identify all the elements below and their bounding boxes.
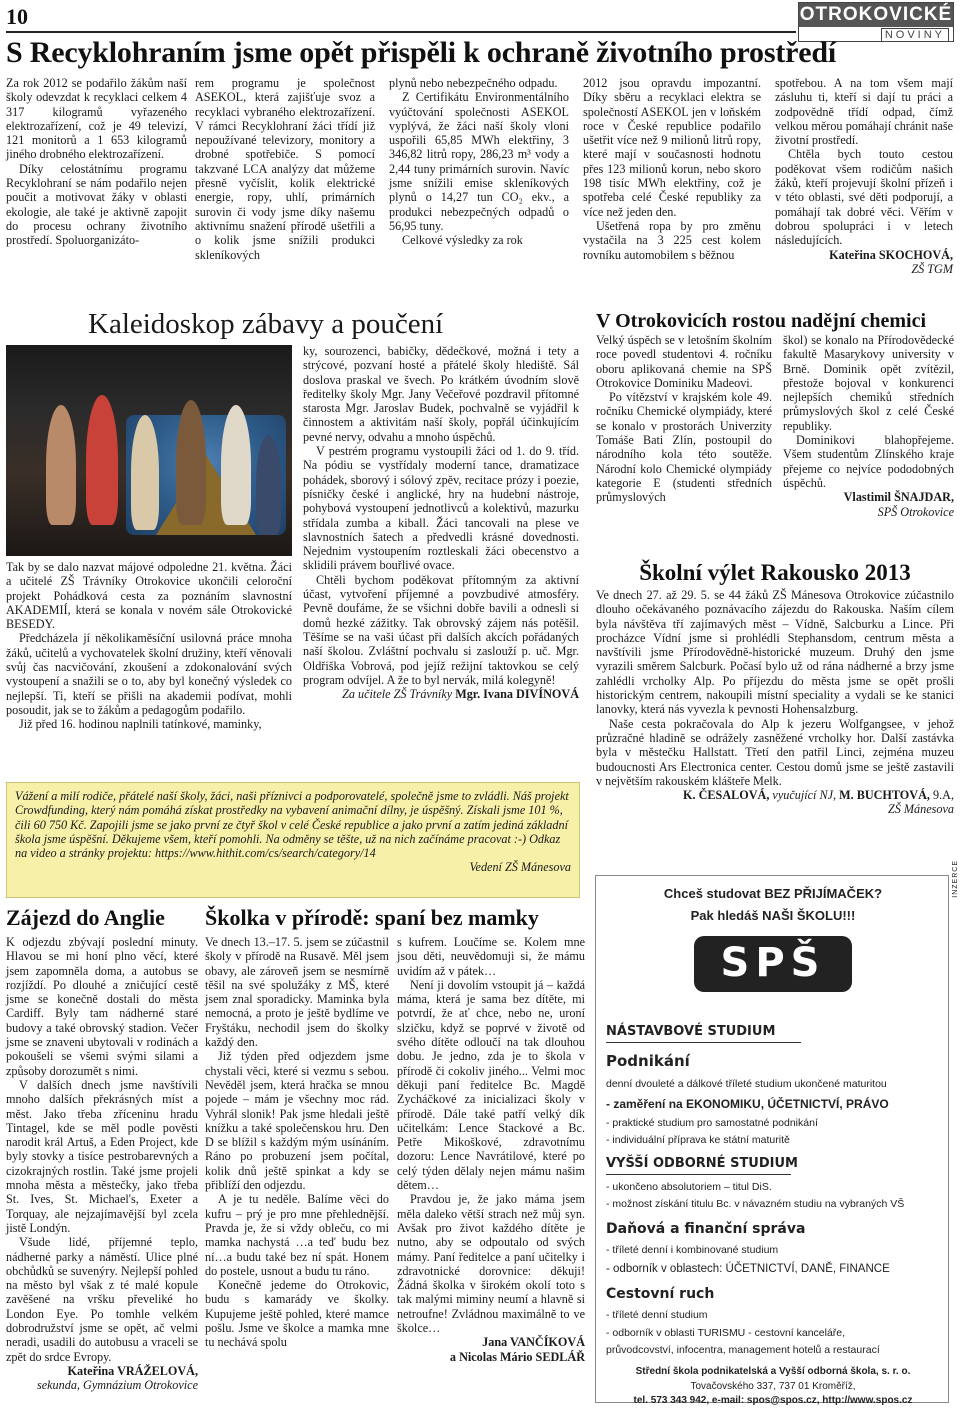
paragraph: Ve dnech 13.–17. 5. jsem se zúčastnil školy v přírodě na Rusavě. Měl jsem obavy, ale zároveň jsem se nesmírně těšil na své spolužáky z MŠ, které jsem znal sporadicky. Maminka byla nemocná, a proto je ještě bydlíme ve Fryštáku, nechodil jsem do školky každý den.: [205, 935, 389, 1050]
paragraph: Chtěla bych touto cestou poděkovat všem rodičům našich žáků, kteří projevují školní přízeň i v této oblasti, své děti podporují, a pomáhají tak dobré věci. Věřím v dobrou spolupráci i v letech následujících.: [775, 147, 953, 248]
paragraph: spotřebou. A na tom všem mají zásluhu ti, kteří si dají tu práci a zodpovědně třídí odpad, čímž velkou měrou pomáhají chránit naše životní prostředí.: [775, 76, 953, 148]
school-performance-photo: [6, 345, 292, 556]
notice-text: Vážení a milí rodiče, přátelé naší školy, žáci, naši příznivci a podporovatelé, společně jsme to zvládli. Náš projekt Crowdfunding, který nám pomáhá získat prostředky na vybavení animační dílny, je úspěšný. Získali jsme 101 %, čili 60 750 Kč. Zapojili jsme se jako první ze čtyř škol v celé České republice a jako první a zatím jediná základní škola jsme úspěšní. Děkujeme všem, kteří pomohli. Na odměny se těšte, už na nich začínáme pracovat :-) Odkaz na video a stránky projektu: https://www.hithit.com/cs/search/category/14: [15, 789, 569, 861]
paragraph: V dalších dnech jsme navštívili mnoho dalších překrásných míst a měst. Jako třeba zříceninu hradu Tintagel, kde se měl podle pověsti narodit král Artuš, a Eden Project, kde byly stovky a tisíce pestrobarevných a cizokrajných rostlin. Také jsme projeli mnoha města a městečky, jako třeba St. Ives, St. Michael's, Exeter a Torquay, ale nejzajímavější byl zcela jistě Londýn.: [6, 1077, 198, 1235]
author-affiliation: ZŠ Mánesova: [887, 802, 954, 817]
divider: [606, 1042, 801, 1043]
paragraph: Již týden před odjezdem jsme chystali věci, které si vezmu s sebou. Nevěděl jsem, která hračka se mnou pojede – mám je všechny moc rád. Vyhrál slonik! Pak jsme hledali ještě knížku a také společenskou hru. Den D se blížil s každým mým usínáním. Ráno po probuzení jsem počítal, kolik dnů ještě spinkat a kdy se přiblíží den odjezdu.: [205, 1049, 389, 1193]
page-number: 10: [6, 4, 28, 29]
paragraph: plynů nebo nebezpečného odpadu.: [389, 76, 558, 90]
paragraph: Chtěli bychom poděkovat přítomným za aktivní účast, vytvoření příjemné a povzbudivé atmosféry. Pevně doufáme, že se všichni dobře bavili a odnesli si domů hezké zážitky. Tak obrovský zájem nás potěšil. Těšíme se na vaši účast při dalších akcích pořádaných naší školou. Zvláštní pochvalu si zaslouží p. uč. Mgr. Oldřiška Vobrová, pod jejíž režijní taktovkou se celý program odvíjel. A že to byl nervák, milá kolegyně!: [303, 572, 579, 687]
skolka-col-1: [205, 935, 389, 1350]
paragraph: A je tu neděle. Balíme věci do kufru – prý je pro mne přehlednější. Pravda je, že si vždy obleču, co mi mamka nachystá …a teď budu bez ní…a budu také bez ní spát. Honem do postele, usnout a budu tu ráno.: [205, 1192, 389, 1278]
program-item: - odborník v oblasti TURISMU - cestovní kanceláře,: [606, 1327, 846, 1339]
paragraph: Ušetřená ropa by pro změnu vystačila na 3 225 cest kolem rovníku automobilem s běžnou: [583, 218, 761, 262]
paragraph: Ve dnech 27. až 29. 5. se 44 žáků ZŠ Mánesova Otrokovice zúčastnilo dlouho očekávaného poznávacího zájezdu do Rakouska. Naším cílem byla návštěva tří zajímavých měst – Vídně, Salcburku a Lince. Při procházce Vídní jsme si prohlédli Stephansdom, centrum města a navštívili jsme Přírodovědně-historické muzeum. Druhý den jsme vyrazili směrem Salcburk. Počasí bylo už od rána nádherné a brzy jsme zahlédli vrcholky Alp. Po příjezdu do města jsme se opět prošli historickým centrem, nakoupili místní speciality a vydali se ke stanici lanovky, která nás vyvezla k pevnosti Hohensalzburg.: [596, 588, 954, 717]
logo-text: SPŠ: [720, 940, 826, 986]
chemici-col-2: [783, 333, 954, 519]
paragraph: Není ji dovolím vstoupit já – každá máma, která je sama bez dítěte, mi potvrdí, že ať chce, nebo ne, uroní slzičku, když se poprvé v životě od svého dítěte odloučí na tak dlouhou dobu. Je jedno, zda je to škola v přírodě či cokoliv jiného... Velmi moc děkuji paní ředitelce Bc. Magdě Zycháčkové za inicializaci školy v přírodě. Dále také patří velký dík učitelkám: Lence Stackové a Bc. Petře Mikoškové, zdravotnímu dozoru: Lence Navrátilové, které po celý týden dělaly nejen mámu našim dětem…: [397, 977, 585, 1193]
notice-signature: Vedení ZŠ Mánesova: [469, 860, 571, 875]
school-contact: tel. 573 343 942, e-mail: spos@spos.cz, http://www.spos.cz: [633, 1395, 913, 1406]
section-heading: VYŠŠÍ ODBORNÉ STUDIUM: [606, 1156, 798, 1171]
recyklohrani-col-5: [775, 76, 953, 276]
paragraph: Pravdou je, že jako máma jsem měla daleko větší strach než můj syn. Avšak pro život každého dítěte je nutno, aby se odpoutalo od svých mámy. Paní ředitelce a paní učitelky i zdravotnické dorovnice: děkuji! Žádná školka v širokém okolí toto s tak malými miminy neumí a hlavně si netroufne! Zvládnou maximálně to ve školce…: [397, 1192, 585, 1336]
author-name: a Nicolas Mário SEDLÁŘ: [449, 1349, 585, 1364]
program-item: - možnost získání titulu Bc. v návazném studiu na vybraných VŠ: [606, 1198, 905, 1210]
divider: [606, 1174, 791, 1175]
recyklohrani-col-1: [6, 76, 187, 248]
author-name: Kateřina VRÁŽELOVÁ,: [67, 1363, 198, 1378]
program-item: - praktické studium pro samostatné podnikání: [606, 1117, 818, 1129]
author-role: vyučující NJ,: [772, 788, 837, 803]
paragraph: Již před 16. hodinou naplnili tatínkové, maminky,: [19, 717, 262, 732]
paragraph: Po vítězství v krajském kole 49. ročníku Chemické olympiády, které se konalo v prostorách Univerzity Tomáše Bati Zlín, postoupil do národního kola této soutěže. Národní kolo Chemické olympiády kategorie E (studenti středních průmyslových: [596, 390, 772, 505]
spos-logo: [694, 936, 852, 992]
author-label: Za učitele ZŠ Trávníky: [342, 687, 453, 702]
paragraph: Celkové výsledky za rok: [402, 233, 523, 248]
paragraph: Díky celostátnímu programu Recyklohraní se nám podařilo nejen poučit a motivovat žáky v oblasti ekologie, ale také je aktivně zapojit do procesu ochrany životního prostředí. Spoluorganizáto-: [6, 161, 187, 248]
paragraph: Velký úspěch se v letošním školním roce povedl studentovi 4. ročníku oboru aplikovaná chemie na SPŠ Otrokovice Dominiku Madeovi.: [596, 333, 772, 390]
recyklohrani-col-3: [389, 76, 569, 248]
program-item: - zaměření na EKONOMIKU, ÚČETNICTVÍ, PRÁVO: [606, 1097, 889, 1111]
anglie-text: [6, 935, 198, 1393]
ad-headline: Chceš studovat BEZ PŘIJÍMAČEK?: [663, 886, 883, 901]
author-affiliation: sekunda, Gymnázium Otrokovice: [37, 1378, 198, 1393]
advertisement-label: INZERCE: [952, 860, 959, 898]
author-name: Mgr. Ivana DIVÍNOVÁ: [455, 687, 579, 702]
author-name: Jana VANČÍKOVÁ: [482, 1335, 585, 1350]
kaleidoskop-right-col: [303, 344, 579, 701]
article-skolka-title: Školka v přírodě: spaní bez mamky: [205, 905, 539, 930]
article-kaleidoskop-title: Kaleidoskop zábavy a poučení: [88, 308, 444, 340]
program-item: denní dvouleté a dálkové tříleté studium ukončené maturitou: [606, 1078, 887, 1090]
program-item: - ukončeno absolutoriem – titul DiS.: [606, 1181, 772, 1193]
recyklohrani-col-2: [195, 76, 375, 262]
paragraph: s kufrem. Loučíme se. Kolem mne jsou děti, neuvědomuji si, že mámu uvidím až v pátek…: [397, 935, 585, 978]
ad-subheadline: Pak hledáš NAŠI ŠKOLU!!!: [690, 908, 856, 923]
header-rule: [6, 31, 796, 33]
author-name: K. ČESALOVÁ,: [683, 788, 770, 803]
paragraph: Za rok 2012 se podařilo žákům naší školy odevzdat k recyklaci celkem 4 317 kilogramů vyřazeného elektrozařízení, což je 49 televizí, 121 monitorů a 1 653 kilogramů jiného drobného elektrozařízení.: [6, 76, 187, 162]
skolka-col-2: [397, 935, 585, 1364]
paragraph: Konečně jedeme do Otrokovic, budu s kamarády ve školky. Kupujeme ještě pohled, které mamce pošlu. Jsme ve školce a mamka mne tu nechává spolu: [205, 1278, 389, 1350]
paragraph: Naše cesta pokračovala do Alp k jezeru Wolfgangsee, v jehož průzračné hladině se odrážely zasněžené vrcholky hor. Další zastávka byla v městečku Hallstatt. Třetí den patřil Linci, zejména muzeu budoucnosti Ars Electronica center. Cestou domů jsme se ještě zastavili v největším rakouském klášteře Melk.: [596, 716, 954, 788]
paragraph: Dominikovi blahopřejeme. Všem studentům Zlínského kraje přejeme co nejvíce pododobných úspěchů.: [783, 433, 954, 490]
article-chemici-title: V Otrokovicích rostou nadějní chemici: [596, 310, 926, 332]
recyklohrani-col-4: [583, 76, 761, 262]
author-affiliation: SPŠ Otrokovice: [877, 504, 954, 519]
paragraph: Všude lidé, příjemné teplo, nádherné parky a náměstí. Ulice plné obchůdků se suvenýry. Nejlepší pohled na město byl však z té malé kopule zavěšené na vršku převeliké ho London Eye. Po tomhle velkém dobrodružství jsme se opět, ač velmi neradi, usadili do autobusu a vraceli se zpět do srdce Evropy.: [6, 1235, 198, 1364]
paragraph: Z Certifikátu Environmentálního vyúčtování společnosti ASEKOL vyplývá, že žáci naší školy vloni uspořili 65,85 MWh elektřiny, 3 346,82 litrů ropy, 286,23 m³ vody a 2,44 tuny primárních surovin. Navíc jsme snížili emise skleníkových plynů o 14,27 tun CO₂ ekv., a produkci nebezpečných odpadů o 56,95 tuny.: [389, 90, 569, 233]
kaleidoskop-left-col: [6, 560, 292, 732]
spos-advertisement: [595, 875, 949, 1406]
section-heading: NÁSTAVBOVÉ STUDIUM: [606, 1024, 776, 1039]
author-name: Kateřina SKOCHOVÁ,: [829, 247, 953, 262]
school-address: Tovačovského 337, 737 01 Kroměříž,: [690, 1381, 856, 1392]
author-name: M. BUCHTOVÁ,: [839, 788, 930, 803]
program-item: - tříleté denní i kombinované studium: [606, 1244, 779, 1256]
program-heading: Podnikání: [606, 1052, 690, 1070]
article-rakousko-title: Školní výlet Rakousko 2013: [639, 560, 911, 585]
rakousko-text: [596, 588, 954, 817]
program-item: - individuální příprava ke státní maturitě: [606, 1134, 790, 1146]
logo-title: OTROKOVICKÉ: [799, 4, 953, 25]
author-affiliation: ZŠ TGM: [911, 261, 953, 276]
paragraph: K odjezdu zbývají poslední minuty. Hlavou se mi honí plno věcí, které jsem zapomněla doma, a autobus se rozjíždí. Po dlouhé a zničující cestě jsme se konečně dostali do města Cardiff. Byly tam nádherné staré budovy a také obrovský stadion. Večer jsme se znaveni ubytovali v rodinách a pokoušeli se všemi svými silami a způsoby dorozumět s nimi.: [6, 935, 198, 1078]
program-item: - tříleté denní studium: [606, 1309, 708, 1321]
paragraph: ky, sourozenci, babičky, dědečkové, možná i tety a strýcové, pozvaní hosté a přátelé školy hlediště. Sál doslova praskal ve švech. Po krátkém úvodním slově ředitelky školy Mgr. Jany Večeřové pozdravil přítomné starosta Mgr. Jaroslav Budek, pochvalně se vyjádřil k činnostem a aktivitám naší školy, popřál účinkujícím pevné nervy, odvahu a mnoho úspěchů.: [303, 344, 579, 444]
program-item: průvodcovství, infocentra, management hotelů a restaurací: [606, 1344, 880, 1356]
program-heading: Daňová a finanční správa: [606, 1221, 806, 1237]
article-anglie-title: Zájezd do Anglie: [6, 905, 165, 930]
paragraph: Tak by se dalo nazvat májové odpoledne 21. května. Žáci a učitelé ZŠ Trávníky Otrokovice ukončili celoroční projekt Pohádková cesta za poznáním slavnostní AKADEMIÍ, která se konala v novém sále Otrokovické BESEDY.: [6, 560, 292, 632]
logo-subtitle: NOVINY: [881, 28, 949, 42]
chemici-col-1: [596, 333, 772, 505]
paragraph: V pestrém programu vystoupili žáci od 1. do 9. tříd. Na pódiu se vystřídaly moderní tance, dramatizace pohádek, sborový i sólový zpěv, recitace prózy i poezie, písničky české i anglické, hry na hudební nástroje, pohybová vystoupení jednotlivců a kolektivů, mazurku střídala zumba a kiball. Žáci tancovali na plese ve slavnostních šatech a předvedli krásné dovednosti. Nejednim vystoupením roztleskali žáci obecenstvo a sklidili právem bouřlivé ovace.: [303, 444, 579, 573]
article-recyklohrani-title: S Recyklohraním jsme opět přispěli k ochraně životního prostředí: [6, 36, 836, 69]
author-name: Vlastimil ŠNAJDAR,: [843, 490, 954, 505]
paragraph: škol) se konalo na Přírodovědecké fakultě Masarykovy university v Brně. Dominik opět zvítězil, přestože bojoval v konkurenci nejlepších chemiků středních průmyslových škol z celé České republiky.: [783, 333, 954, 433]
crowdfunding-notice: [6, 782, 580, 898]
paragraph: 2012 jsou opravdu impozantní. Díky sběru a recyklaci elektra se společností ASEKOL jen v loňském roce v České republice podařilo ušetřit více než 9 milionů litrů ropy, které mají v současnosti hodnotu přes 123 milionů korun, nebo skoro 198 tisíc MWh elektřiny, což je spotřeba celé České republiky za více než jeden den.: [583, 76, 761, 219]
paragraph: rem programu je společnost ASEKOL, která zajišťuje svoz a recyklaci vybraného elektrozařízení. V rámci Recyklohraní žáci třídí již nepoužívané televizory, monitory a drobné spotřebiče. S pomocí takzvané LCA analýzy dat můžeme přesně vyčíslit, kolik elektrické energie, ropy, uhlí, primárních surovin či vody jsme díky našemu aktivnímu snažení přírodě ušetřili a o kolik jsme snížili produkci skleníkových: [195, 76, 375, 262]
program-heading: Cestovní ruch: [606, 1286, 715, 1302]
paragraph: Předcházela jí několikaměsíční usilovná práce mnoha žáků, učitelů a vychovatelek školní družiny, kteří věnovali svůj čas nacvičování, zkoušení a zdokonalování svých vystoupení a snažili se o to, aby byl konečný výsledek co nejlepší. Ti, kteří se přišli na akademii podívat, mohli posoudit, jak se to žákům a pedagogům podařilo.: [6, 631, 292, 717]
school-name: Střední škola podnikatelská a Vyšší odborná škola, s. r. o.: [635, 1366, 911, 1377]
program-item: - odborník v oblastech: ÚČETNICTVÍ, DANĚ, FINANCE: [606, 1263, 890, 1275]
author-class: 9.A,: [933, 788, 954, 803]
